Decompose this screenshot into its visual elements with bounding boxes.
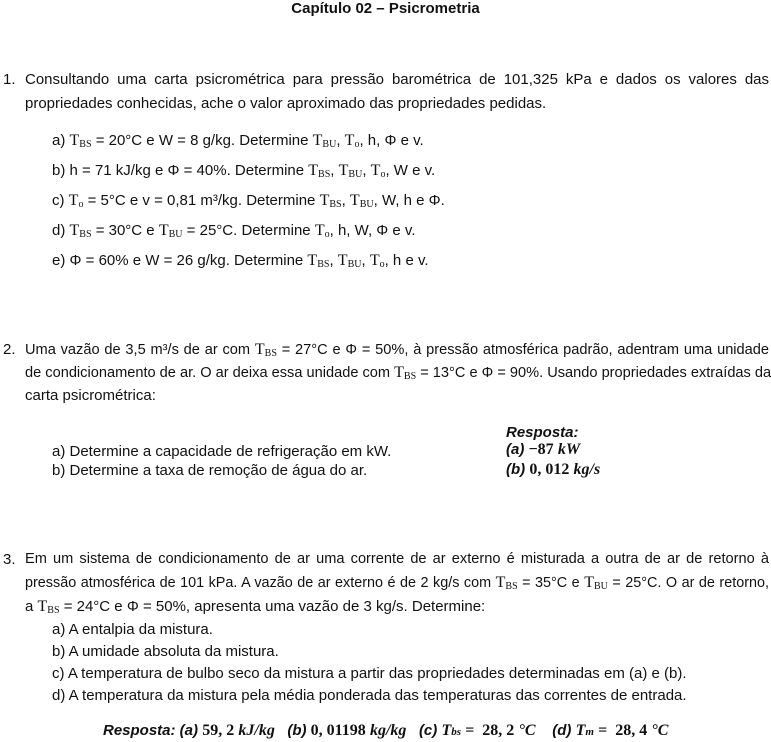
q3-statement-line2: pressão atmosférica de 101 kPa. A vazão de ar externo é de 2 kg/s com $T_{BS} = 35^\circ C$ e $T_{BU} = 25^\circ C$. O ar de retorno, [25, 574, 769, 592]
q2-item-a: a) Determine a capacidade de refrigeração em kW. [52, 443, 392, 460]
q2-answer-label: Resposta: [506, 424, 579, 441]
q3-item-d: d) A temperatura da mistura pela média ponderada das temperaturas das correntes de entrada. [52, 687, 687, 704]
q2-item-b: b) Determine a taxa de remoção de água do ar. [52, 462, 368, 479]
q3-item-b: b) A umidade absoluta da mistura. [52, 643, 279, 660]
q1-statement-line2: propriedades conhecidas, ache o valor aproximado das propriedades pedidas. [25, 95, 547, 112]
q2-answer-b: (b) 0, 012 kg/s [506, 461, 601, 478]
q3-statement-line1: Em um sistema de condicionamento de ar uma corrente de ar externo é misturada a outra de ar de retorno à [25, 551, 769, 567]
q2-statement-line1: Uma vazão de 3,5 m³/s de ar com $T_{BS} = 27^\circ C$ e Φ = 50%, à pressão atmosférica padrão, adentram uma unidade [25, 341, 770, 359]
q1-item-b: b) h = 71 kJ/kg e Φ = 40%. Determine $T_{BS}$, $T_{BU}$, $T_o$, W e v. [52, 162, 436, 180]
q3-item-a: a) A entalpia da mistura. [52, 621, 213, 638]
q3-number: 3. [3, 551, 16, 568]
q2-statement-line3: carta psicrométrica: [25, 387, 156, 404]
q1-item-d: d) $T_{BS} = 30^\circ C$ e $T_{BU} = 25^\circ C$. Determine $T_o$, h, W, Φ e v. [52, 222, 416, 240]
q3-statement-line3: a $T_{BS} = 24^\circ C$ e Φ = 50%, apresenta uma vazão de 3 kg/s. Determine: [25, 598, 486, 616]
page-title: Capítulo 02 – Psicrometria [291, 0, 480, 17]
q2-statement-line2: de condicionamento de ar. O ar deixa essa unidade com $T_{BS} = 13^\circ C$ e Φ = 90%. Usando propriedades extraídas da [25, 364, 771, 382]
q1-item-a: a) $T_{BS} = 20^\circ C$ e W = 8 g/kg. Determine $T_{BU}$, $T_o$, h, Φ e v. [52, 132, 424, 150]
q1-statement-line1: Consultando uma carta psicrométrica para pressão barométrica de 101,325 kPa e dados os valores das [25, 71, 769, 88]
q2-answer-a: (a) −87 kW [506, 441, 581, 458]
q2-number: 2. [3, 341, 16, 358]
q1-number: 1. [3, 71, 16, 88]
q1-item-c: c) $T_o = 5^\circ C$ e v = 0,81 m³/kg. Determine $T_{BS}$, $T_{BU}$, W, h e Φ. [52, 192, 445, 210]
q1-item-e: e) Φ = 60% e W = 26 g/kg. Determine $T_{BS}$, $T_{BU}$, $T_o$, h e v. [52, 252, 429, 270]
q3-answer: Resposta: (a) 59, 2 kJ/kg (b) 0, 01198 kg/kg (c) Tbs = 28, 2 °C (d) Tm = 28, 4 °C [103, 722, 669, 739]
q3-item-c: c) A temperatura de bulbo seco da mistura a partir das propriedades determinadas em (a) e (b). [52, 665, 687, 682]
